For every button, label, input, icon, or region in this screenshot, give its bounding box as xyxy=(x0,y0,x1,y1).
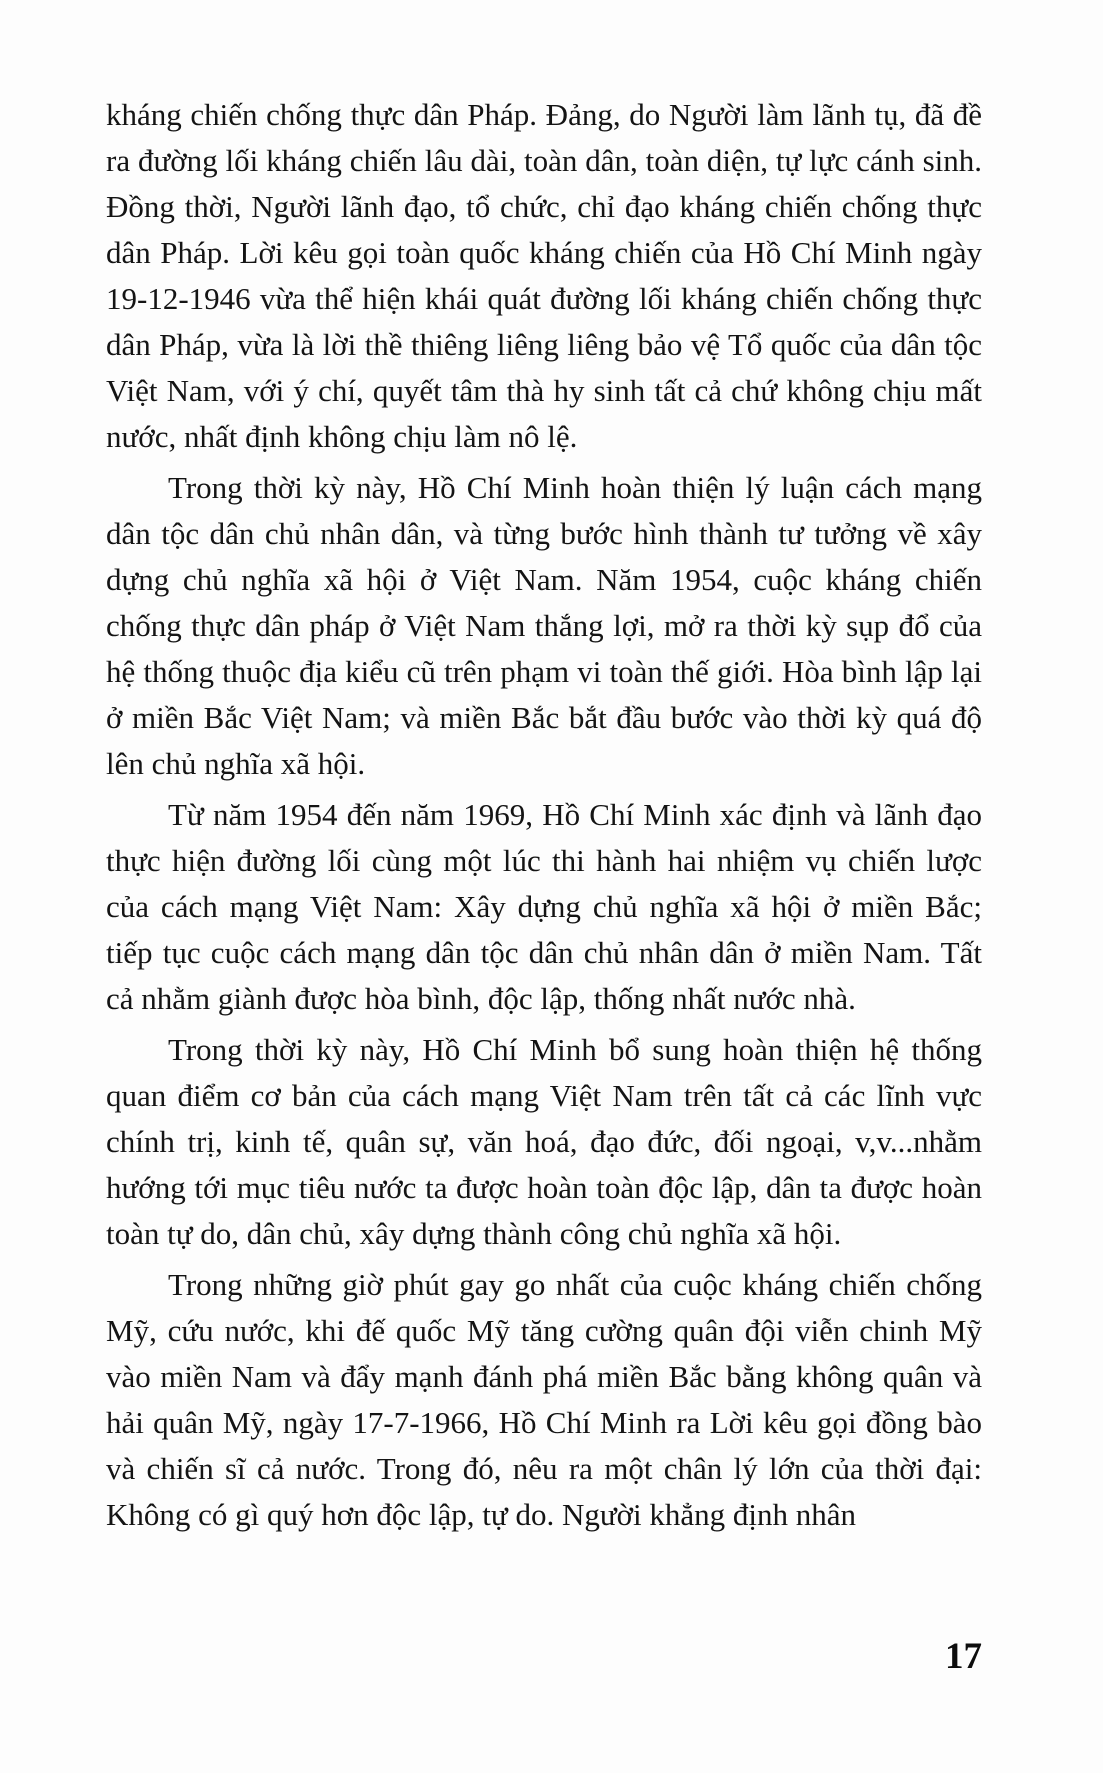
paragraph-2: Trong thời kỳ này, Hồ Chí Minh hoàn thiện lý luận cách mạng dân tộc dân chủ nhân dân, và từng bước hình thành tư tưởng về xây dựng chủ nghĩa xã hội ở Việt Nam. Năm 1954, cuộc kháng chiến chống thực dân pháp ở Việt Nam thắng lợi, mở ra thời kỳ sụp đổ của hệ thống thuộc địa kiểu cũ trên phạm vi toàn thế giới. Hòa bình lập lại ở miền Bắc Việt Nam; và miền Bắc bắt đầu bước vào thời kỳ quá độ lên chủ nghĩa xã hội. xyxy=(106,470,982,781)
paragraph-1: kháng chiến chống thực dân Pháp. Đảng, do Người làm lãnh tụ, đã đề ra đường lối kháng chiến lâu dài, toàn dân, toàn diện, tự lực cánh sinh. Đồng thời, Người lãnh đạo, tổ chức, chỉ đạo kháng chiến chống thực dân Pháp. Lời kêu gọi toàn quốc kháng chiến của Hồ Chí Minh ngày 19-12-1946 vừa thể hiện khái quát đường lối kháng chiến chống thực dân Pháp, vừa là lời thề thiêng liêng liêng bảo vệ Tổ quốc của dân tộc Việt Nam, với ý chí, quyết tâm thà hy sinh tất cả chứ không chịu mất nước, nhất định không chịu làm nô lệ. xyxy=(106,97,982,454)
page-number: 17 xyxy=(945,1636,982,1677)
paragraph-3: Từ năm 1954 đến năm 1969, Hồ Chí Minh xác định và lãnh đạo thực hiện đường lối cùng một lúc thi hành hai nhiệm vụ chiến lược của cách mạng Việt Nam: Xây dựng chủ nghĩa xã hội ở miền Bắc; tiếp tục cuộc cách mạng dân tộc dân chủ nhân dân ở miền Nam. Tất cả nhằm giành được hòa bình, độc lập, thống nhất nước nhà. xyxy=(106,797,982,1016)
paragraph-5: Trong những giờ phút gay go nhất của cuộc kháng chiến chống Mỹ, cứu nước, khi đế quốc Mỹ tăng cường quân đội viễn chinh Mỹ vào miền Nam và đẩy mạnh đánh phá miền Bắc bằng không quân và hải quân Mỹ, ngày 17-7-1966, Hồ Chí Minh ra Lời kêu gọi đồng bào và chiến sĩ cả nước. Trong đó, nêu ra một chân lý lớn của thời đại: Không có gì quý hơn độc lập, tự do. Người khẳng định nhân xyxy=(106,1267,982,1532)
paragraph-4: Trong thời kỳ này, Hồ Chí Minh bổ sung hoàn thiện hệ thống quan điểm cơ bản của cách mạng Việt Nam trên tất cả các lĩnh vực chính trị, kinh tế, quân sự, văn hoá, đạo đức, đối ngoại, v,v...nhằm hướng tới mục tiêu nước ta được hoàn toàn độc lập, dân ta được hoàn toàn tự do, dân chủ, xây dựng thành công chủ nghĩa xã hội. xyxy=(106,1032,982,1251)
body-text xyxy=(106,92,982,1538)
